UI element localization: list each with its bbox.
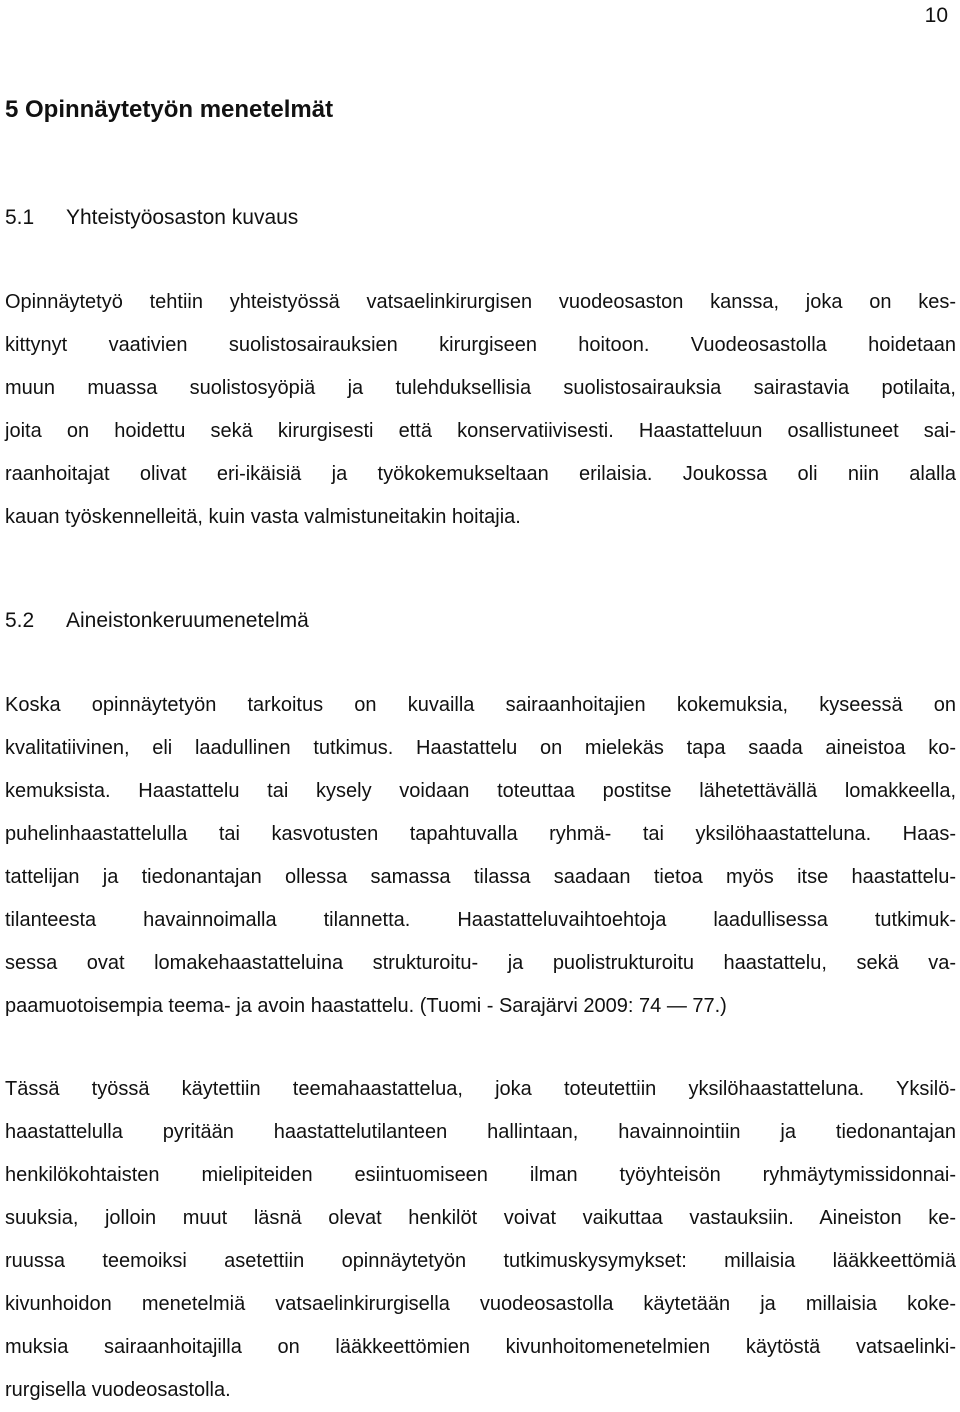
text-line: henkilökohtaisten mielipiteiden esiintuomiseen ilman työyhteisön ryhmäytymissidonnai-	[5, 1164, 956, 1186]
text-line: raanhoitajat olivat eri-ikäisiä ja työkokemukseltaan erilaisia. Joukossa oli niin alalla	[5, 463, 956, 485]
section-number: 5.2	[5, 609, 35, 632]
paragraph-yhteistyoosasto	[5, 281, 956, 539]
section-number: 5.1	[5, 206, 35, 229]
text-line: joita on hoidettu sekä kirurgisesti että konservatiivisesti. Haastatteluun osallistuneet sai-	[5, 420, 956, 442]
text-line: Opinnäytetyö tehtiin yhteistyössä vatsaelinkirurgisen vuodeosaston kanssa, joka on kes-	[5, 291, 956, 313]
text-line: ruussa teemoiksi asetettiin opinnäytetyön tutkimuskysymykset: millaisia lääkkeettömiä	[5, 1250, 956, 1272]
text-line: suuksia, jolloin muut läsnä olevat henkilöt voivat vaikuttaa vastauksiin. Aineiston ke-	[5, 1207, 956, 1229]
text-line: kvalitatiivinen, eli laadullinen tutkimus. Haastattelu on mielekäs tapa saada aineistoa ko-	[5, 737, 956, 759]
section-heading-5-1	[5, 203, 298, 233]
text-line: rurgisella vuodeosastolla.	[5, 1379, 231, 1401]
section-heading-5-2	[5, 606, 309, 636]
text-line: Koska opinnäytetyön tarkoitus on kuvailla sairaanhoitajien kokemuksia, kyseessä on	[5, 694, 956, 716]
section-title: Yhteistyöosaston kuvaus	[66, 206, 299, 229]
text-line: puhelinhaastattelulla tai kasvotusten tapahtuvalla ryhmä- tai yksilöhaastatteluna. Haas-	[5, 823, 956, 845]
text-line: tattelijan ja tiedonantajan ollessa samassa tilassa saadaan tietoa myös itse haastattelu-	[5, 866, 956, 888]
paragraph-teemahaastattelu	[5, 1068, 956, 1412]
text-line: kivunhoidon menetelmiä vatsaelinkirurgisella vuodeosastolla käytetään ja millaisia koke-	[5, 1293, 956, 1315]
section-title: Aineistonkeruumenetelmä	[66, 609, 309, 632]
text-line: paamuotoisempia teema- ja avoin haastattelu. (Tuomi - Sarajärvi 2009: 74 — 77.)	[5, 995, 727, 1017]
text-line: tilanteesta havainnoimalla tilannetta. Haastatteluvaihtoehtoja laadullisessa tutkimuk-	[5, 909, 956, 931]
text-line: kemuksista. Haastattelu tai kysely voidaan toteuttaa postitse lähetettävällä lomakkeella,	[5, 780, 956, 802]
text-line: muksia sairaanhoitajilla on lääkkeettömien kivunhoitomenetelmien käytöstä vatsaelinki-	[5, 1336, 956, 1358]
text-line: kittynyt vaativien suolistosairauksien kirurgiseen hoitoon. Vuodeosastolla hoidetaan	[5, 334, 956, 356]
page-number: 10	[924, 4, 948, 27]
text-line: Tässä työssä käytettiin teemahaastattelua, joka toteutettiin yksilöhaastatteluna. Yksilö-	[5, 1078, 956, 1100]
text-line: kauan työskennelleitä, kuin vasta valmistuneitakin hoitajia.	[5, 506, 521, 528]
text-line: muun muassa suolistosyöpiä ja tulehduksellisia suolistosairauksia sairastavia potilaita,	[5, 377, 956, 399]
text-line: sessa ovat lomakehaastatteluina strukturoitu- ja puolistrukturoitu haastattelu, sekä va-	[5, 952, 956, 974]
chapter-title: 5 Opinnäytetyön menetelmät	[5, 96, 334, 123]
paragraph-aineistonkeruu	[5, 684, 956, 1028]
text-line: haastattelulla pyritään haastattelutilanteen hallintaan, havainnointiin ja tiedonantajan	[5, 1121, 956, 1143]
